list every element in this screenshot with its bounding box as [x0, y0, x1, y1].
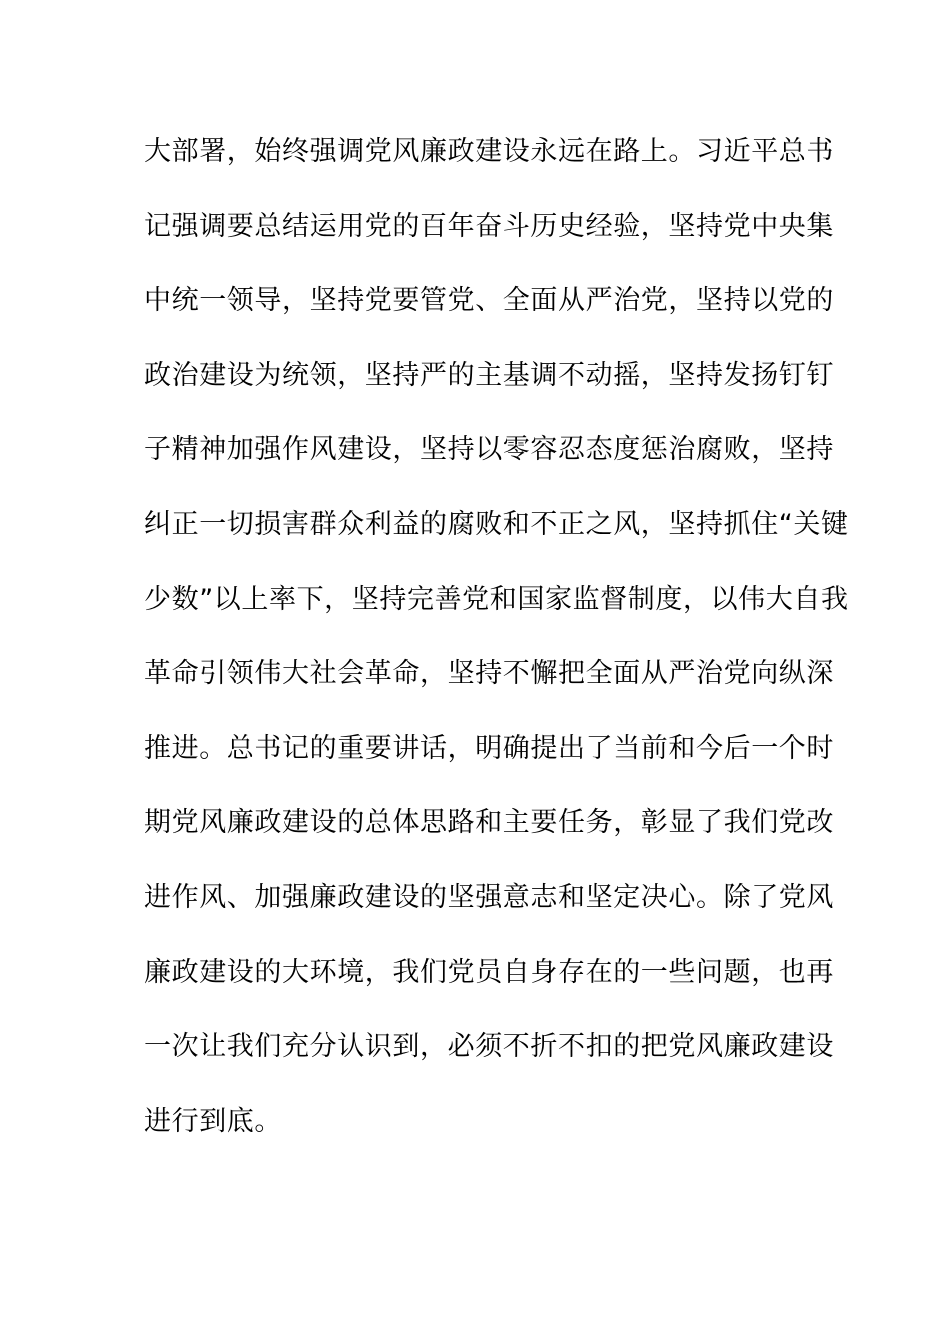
text-line: 进行到底。: [144, 1105, 282, 1137]
text-line: 政治建设为统领，坚持严的主基调不动摇，坚持发扬钉钉: [144, 359, 834, 391]
text-line: 期党风廉政建设的总体思路和主要任务，彰显了我们党改: [144, 807, 834, 839]
text-line: 中统一领导，坚持党要管党、全面从严治党，坚持以党的: [144, 285, 834, 317]
text-line: 纠正一切损害群众利益的腐败和不正之风，坚持抓住“关键: [144, 508, 849, 540]
text-line: 子精神加强作风建设，坚持以零容忍态度惩治腐败，坚持: [144, 434, 834, 466]
text-line: 一次让我们充分认识到，必须不折不扣的把党风廉政建设: [144, 1031, 834, 1063]
text-line: 廉政建设的大环境，我们党员自身存在的一些问题，也再: [144, 956, 834, 988]
text-line: 革命引领伟大社会革命，坚持不懈把全面从严治党向纵深: [144, 658, 834, 690]
body-paragraph: [144, 124, 849, 1168]
text-line: 推进。总书记的重要讲话，明确提出了当前和今后一个时: [144, 732, 834, 764]
text-line: 少数”以上率下，坚持完善党和国家监督制度，以伟大自我: [144, 583, 849, 615]
text-line: 记强调要总结运用党的百年奋斗历史经验，坚持党中央集: [144, 210, 834, 242]
text-line: 进作风、加强廉政建设的坚强意志和坚定决心。除了党风: [144, 881, 834, 913]
text-line: 大部署，始终强调党风廉政建设永远在路上。习近平总书: [144, 136, 834, 167]
